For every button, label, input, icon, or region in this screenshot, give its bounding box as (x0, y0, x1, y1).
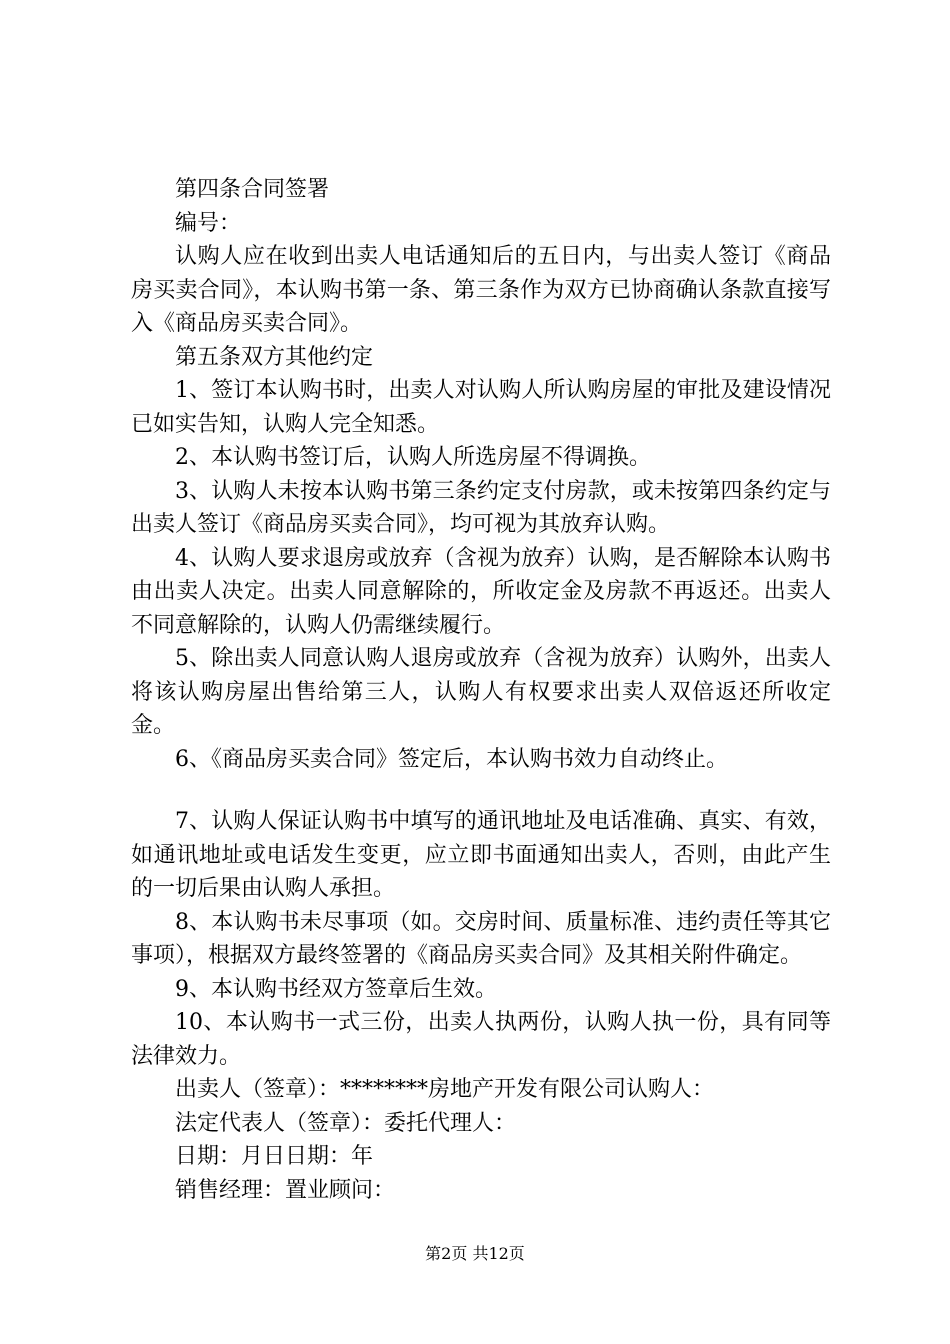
signature-line-representative: 法定代表人（签章）：委托代理人： (175, 1110, 517, 1136)
paragraph: 2、本认购书签订后，认购人所选房屋不得调换。 (175, 445, 651, 470)
paragraph: 10、本认购书一式三份，出卖人执两份，认购人执一份，具有同等法律效力。 (131, 1010, 831, 1069)
paragraph: 5、除出卖人同意认购人退房或放弃（含视为放弃）认购外，出卖人将该认购房屋出售给第三人，认购人有权要求出卖人双倍返还所收定金。 (131, 646, 831, 738)
paragraph: 7、认购人保证认购书中填写的通讯地址及电话准确、真实、有效，如通讯地址或电话发生变更，应立即书面通知出卖人，否则，由此产生的一切后果由认购人承担。 (131, 809, 831, 901)
document-body (131, 173, 831, 1207)
paragraph: 1、签订本认购书时，出卖人对认购人所认购房屋的审批及建设情况已如实告知，认购人完全知悉。 (131, 378, 831, 437)
paragraph: 6、《商品房买卖合同》签定后，本认购书效力自动终止。 (175, 746, 728, 772)
signature-line-sales: 销售经理：置业顾问： (175, 1177, 396, 1203)
paragraph: 编号： (175, 210, 242, 236)
page-footer (0, 1244, 950, 1264)
page-number: 第2页 共12页 (425, 1244, 525, 1263)
section-heading: 第五条双方其他约定 (175, 344, 374, 370)
paragraph: 3、认购人未按本认购书第三条约定支付房款，或未按第四条约定与出卖人签订《商品房买卖合同》，均可视为其放弃认购。 (131, 478, 831, 537)
paragraph: 4、认购人要求退房或放弃（含视为放弃）认购，是否解除本认购书由出卖人决定。出卖人同意解除的，所收定金及房款不再返还。出卖人不同意解除的，认购人仍需继续履行。 (131, 545, 831, 638)
section-heading: 第四条合同签署 (175, 177, 330, 202)
paragraph: 8、本认购书未尽事项（如。交房时间、质量标准、违约责任等其它事项），根据双方最终签署的《商品房买卖合同》及其相关附件确定。 (131, 909, 831, 968)
signature-line-date: 日期：月日日期：年 (175, 1144, 374, 1169)
signature-line-seller: 出卖人（签章）：********房地产开发有限公司认购人： (175, 1077, 715, 1102)
paragraph: 认购人应在收到出卖人电话通知后的五日内，与出卖人签订《商品房买卖合同》，本认购书第一条、第三条作为双方已协商确认条款直接写入《商品房买卖合同》。 (131, 244, 831, 336)
paragraph: 9、本认购书经双方签章后生效。 (175, 976, 497, 1002)
